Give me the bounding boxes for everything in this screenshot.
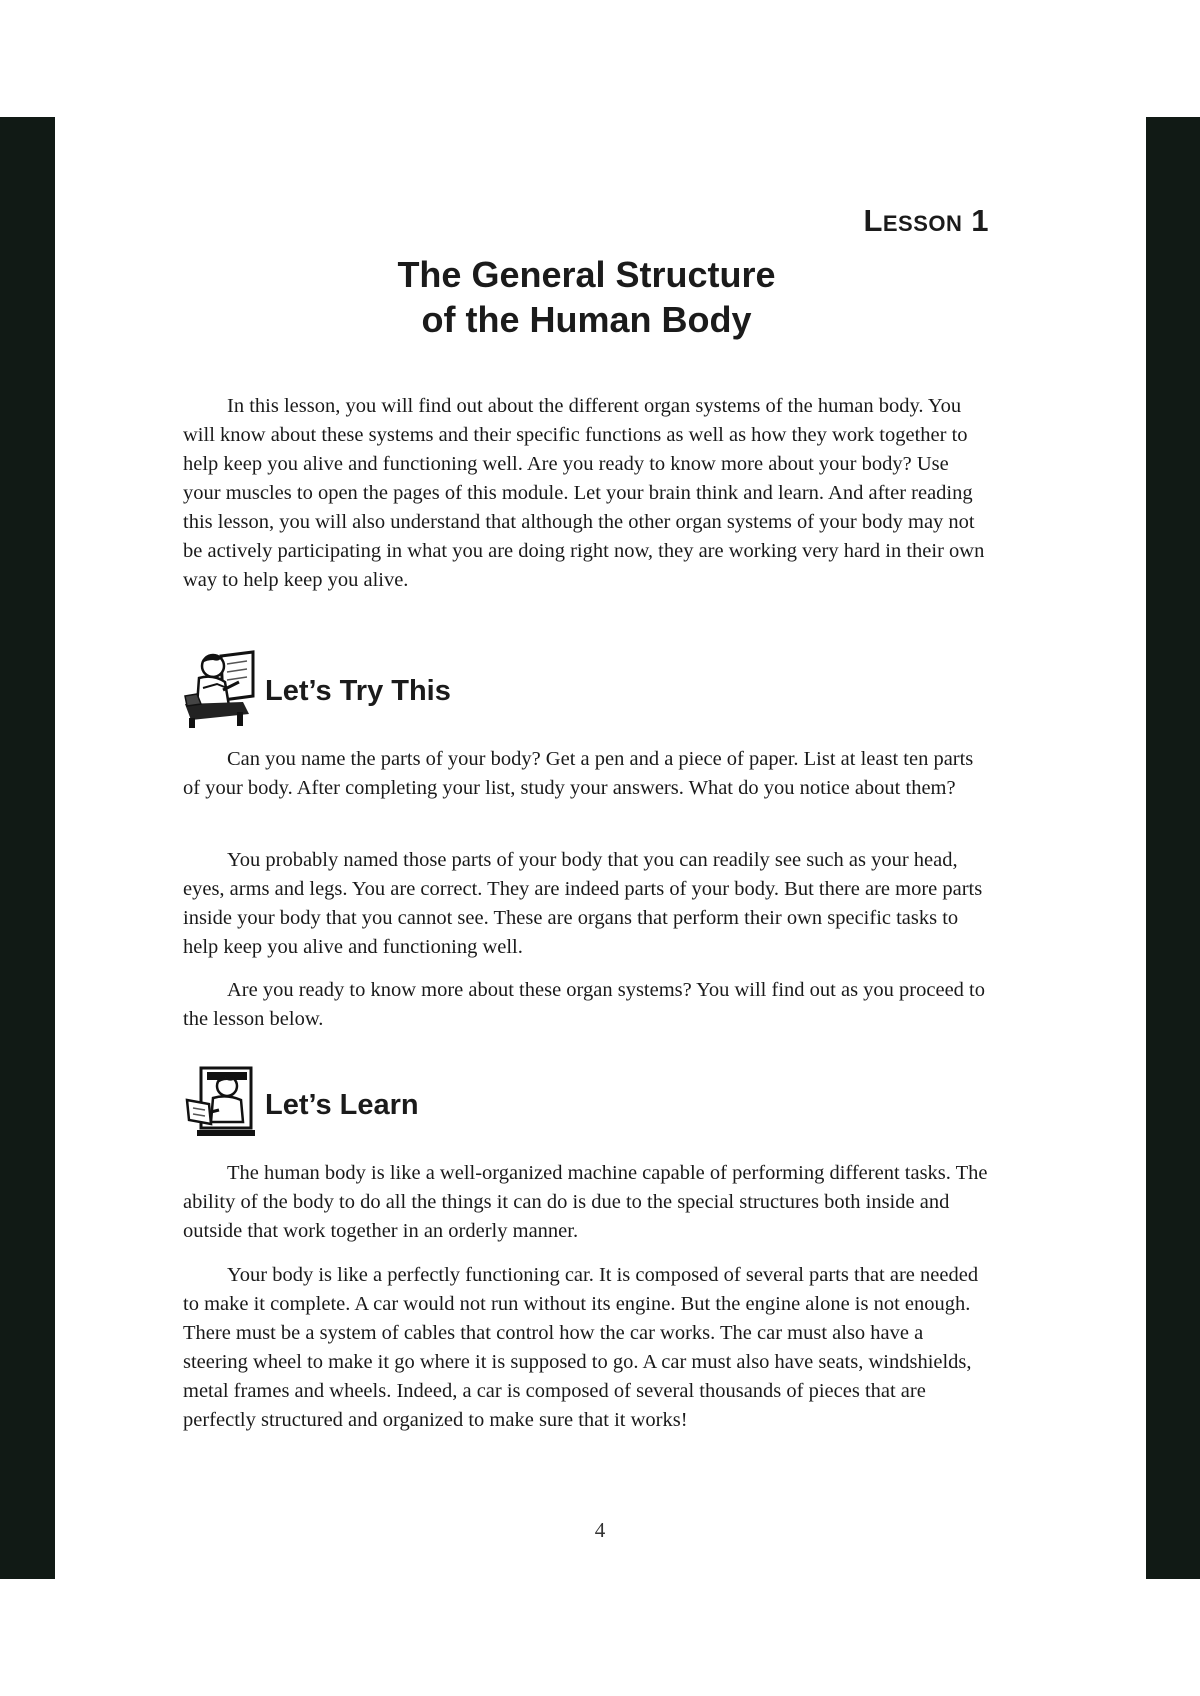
lesson-label: LESSON 1 — [863, 203, 989, 238]
try-this-heading — [183, 648, 451, 735]
try-this-paragraph-3: Are you ready to know more about these organ systems? You will find out as you proceed to the lesson below. — [183, 979, 985, 1030]
try-this-title: Let’s Try This — [265, 675, 451, 707]
title-line-2: of the Human Body — [421, 299, 752, 340]
student-writing-icon — [183, 648, 255, 735]
learn-paragraph-1: The human body is like a well-organized machine capable of performing different tasks. The ability of the body to do all the things it can do is due to the special structures both inside and outside that work together in an orderly manner. — [183, 1162, 988, 1242]
right-border-bar — [1146, 117, 1200, 1579]
try-this-paragraph-1: Can you name the parts of your body? Get a pen and a piece of paper. List at least ten parts of your body. After completing your list, study your answers. What do you notice about them? — [183, 748, 974, 799]
page-number: 4 — [594, 1518, 606, 1542]
learn-paragraph-2: Your body is like a perfectly functioning car. It is composed of several parts that are needed to make it complete. A car would not run without its engine. But the engine alone is not enough. There must be a system of cables that control how the car works. The car must also have a steering wheel to make it go where it is supposed to go. A car must also have seats, windshields, metal frames and wheels. Indeed, a car is composed of several thousands of pieces that are perfectly structured and organized to make sure that it works! — [183, 1264, 979, 1431]
title-line-1: The General Structure — [397, 254, 776, 295]
learn-heading — [183, 1062, 419, 1149]
left-border-bar — [0, 117, 55, 1579]
intro-paragraph: In this lesson, you will find out about the different organ systems of the human body. You will know about these systems and their specific functions as well as how they work together to help keep you alive and functioning well. Are you ready to know more about your body? Use your muscles to open the pages of this module. Let your brain think and learn. And after reading this lesson, you will also understand that although the other organ systems of your body may not be actively participating in what you are doing right now, they are working very hard in their own way to help keep you alive. — [183, 395, 985, 591]
student-reading-icon — [183, 1062, 255, 1149]
learn-title: Let’s Learn — [265, 1089, 419, 1121]
page-title — [250, 252, 923, 342]
try-this-paragraph-2: You probably named those parts of your body that you can readily see such as your head, eyes, arms and legs. You are correct. They are indeed parts of your body. But there are more parts inside your body that you cannot see. These are organs that perform their own specific tasks to help keep you alive and functioning well. — [183, 849, 983, 958]
